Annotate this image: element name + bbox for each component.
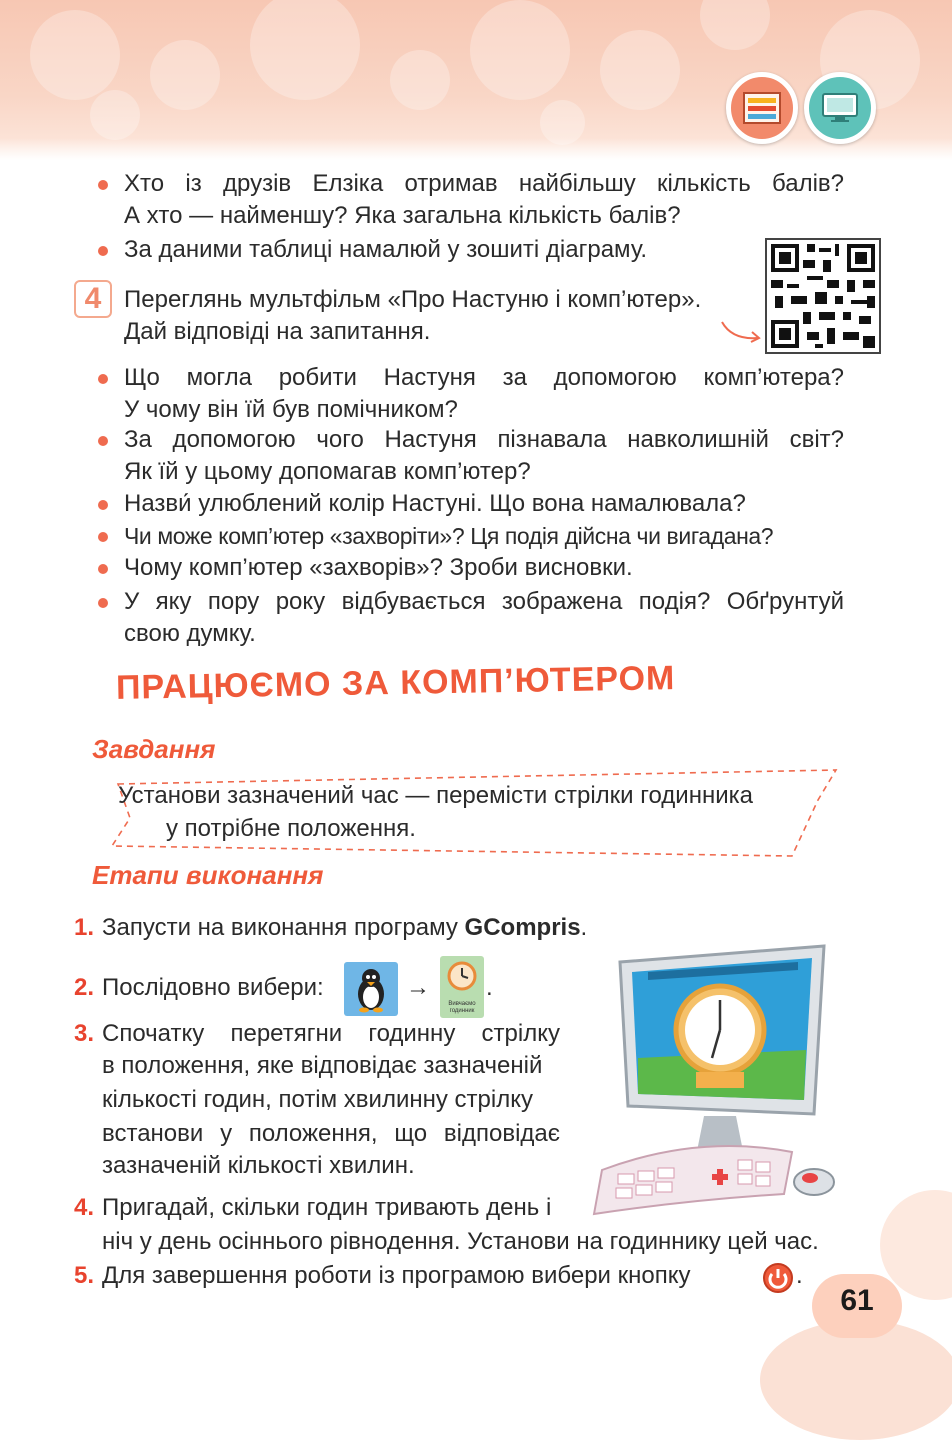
program-name: GCompris — [464, 914, 581, 941]
question-1-line-2: А хто — найменшу? Яка загальна кількість балів? — [124, 202, 681, 229]
question-1-line-1: Хто із друзів Елзіка отримав найбільшу кількість балів? — [124, 170, 844, 197]
task-4-question-2-line-1: За допомогою чого Настуня пізнавала навколишній світ? — [124, 426, 844, 453]
step-4-line-2: ніч у день осіннього рівнодення. Установи на годиннику цей час. — [102, 1228, 819, 1255]
clock-activity-caption-1: Вивчаємо — [448, 1001, 476, 1007]
step-5-period: . — [796, 1262, 803, 1289]
steps-heading: Етапи виконання — [92, 860, 324, 890]
task-4-question-6-line-2: свою думку. — [124, 620, 256, 647]
task-4-question-1-line-1: Що могла робити Настуня за допомогою комп’ютера? — [124, 364, 844, 391]
bullet-dot — [98, 180, 108, 190]
step-5-text: Для завершення роботи із програмою вибери кнопку — [102, 1262, 691, 1289]
step-1-text — [102, 912, 587, 944]
bullet-dot — [98, 532, 108, 542]
penguin-icon[interactable] — [344, 962, 398, 1016]
task-4-question-2-line-2: Як їй у цьому допомагав комп’ютер? — [124, 458, 531, 485]
task-4-line-2: Дай відповіді на запитання. — [124, 318, 431, 345]
page-number: 61 — [840, 1284, 874, 1317]
step-2-number: 2. — [74, 974, 95, 1001]
step-5-number: 5. — [74, 1262, 95, 1289]
step-1-period: . — [580, 914, 588, 941]
task-4-question-4: Чи може комп’ютер «захворіти»? Ця подія дійсна чи вигадана? — [124, 523, 774, 549]
task-heading: Завдання — [92, 734, 216, 764]
step-2-period: . — [486, 974, 493, 1001]
bullet-dot — [98, 564, 108, 574]
bullet-dot — [98, 500, 108, 510]
sequence-arrow: → — [406, 974, 430, 1001]
clock-activity-caption-2: годинник — [449, 1008, 475, 1014]
abacus-icon — [742, 91, 782, 125]
task-4-line-1: Переглянь мультфільм «Про Настуню і комп’ютер». — [124, 286, 702, 313]
computer-badge — [804, 72, 876, 144]
task-4-question-5: Чому комп’ютер «захворів»? Зроби висновки. — [124, 554, 633, 581]
bullet-dot — [98, 374, 108, 384]
qr-code-icon — [767, 240, 879, 352]
monitor-icon — [821, 92, 859, 124]
exit-button-icon[interactable] — [762, 1262, 794, 1294]
step-3-number: 3. — [74, 1020, 95, 1047]
step-4-line-1: Пригадай, скільки годин тривають день і — [102, 1194, 552, 1221]
task-4-question-3: Назви́ улюблений колір Настуні. Що вона намалювала? — [124, 490, 746, 517]
corner-decoration — [760, 1320, 952, 1440]
computer-illustration — [588, 938, 844, 1226]
task-4-question-1-line-2: У чому він їй був помічником? — [124, 396, 458, 423]
bullet-dot — [98, 598, 108, 608]
step-4-number: 4. — [74, 1194, 95, 1221]
step-3-line-5: зазначеній кількості хвилин. — [102, 1152, 415, 1179]
section-title: ПРАЦЮЄМО ЗА КОМП’ЮТЕРОМ — [115, 659, 676, 707]
step-3-line-2: в положення, яке відповідає зазначеній — [102, 1052, 543, 1079]
step-3-line-1: Спочатку перетягни годинну стрілку — [102, 1020, 560, 1047]
bullet-dot — [98, 246, 108, 256]
qr-code[interactable] — [765, 238, 881, 354]
task-number: 4 — [74, 280, 112, 318]
math-badge — [726, 72, 798, 144]
task-line-1: Установи зазначений час — перемісти стрілки годинника — [118, 782, 754, 809]
header-band — [0, 0, 952, 160]
step-2-text: Послідовно вибери: — [102, 974, 324, 1001]
curved-arrow-icon — [718, 318, 764, 344]
question-2: За даними таблиці намалюй у зошиті діаграму. — [124, 236, 648, 263]
step-1-text-main: Запусти на виконання програму — [102, 914, 465, 941]
step-3-line-3: кількості годин, потім хвилинну стрілку — [102, 1086, 533, 1113]
step-3-line-4: встанови у положення, що відповідає — [102, 1120, 560, 1147]
clock-activity-icon[interactable] — [440, 956, 484, 1018]
task-line-2: у потрібне положення. — [166, 815, 416, 842]
bullet-dot — [98, 436, 108, 446]
task-4-question-6-line-1: У яку пору року відбувається зображена подія? Обґрунтуй — [124, 588, 844, 615]
step-1-number: 1. — [74, 914, 95, 941]
